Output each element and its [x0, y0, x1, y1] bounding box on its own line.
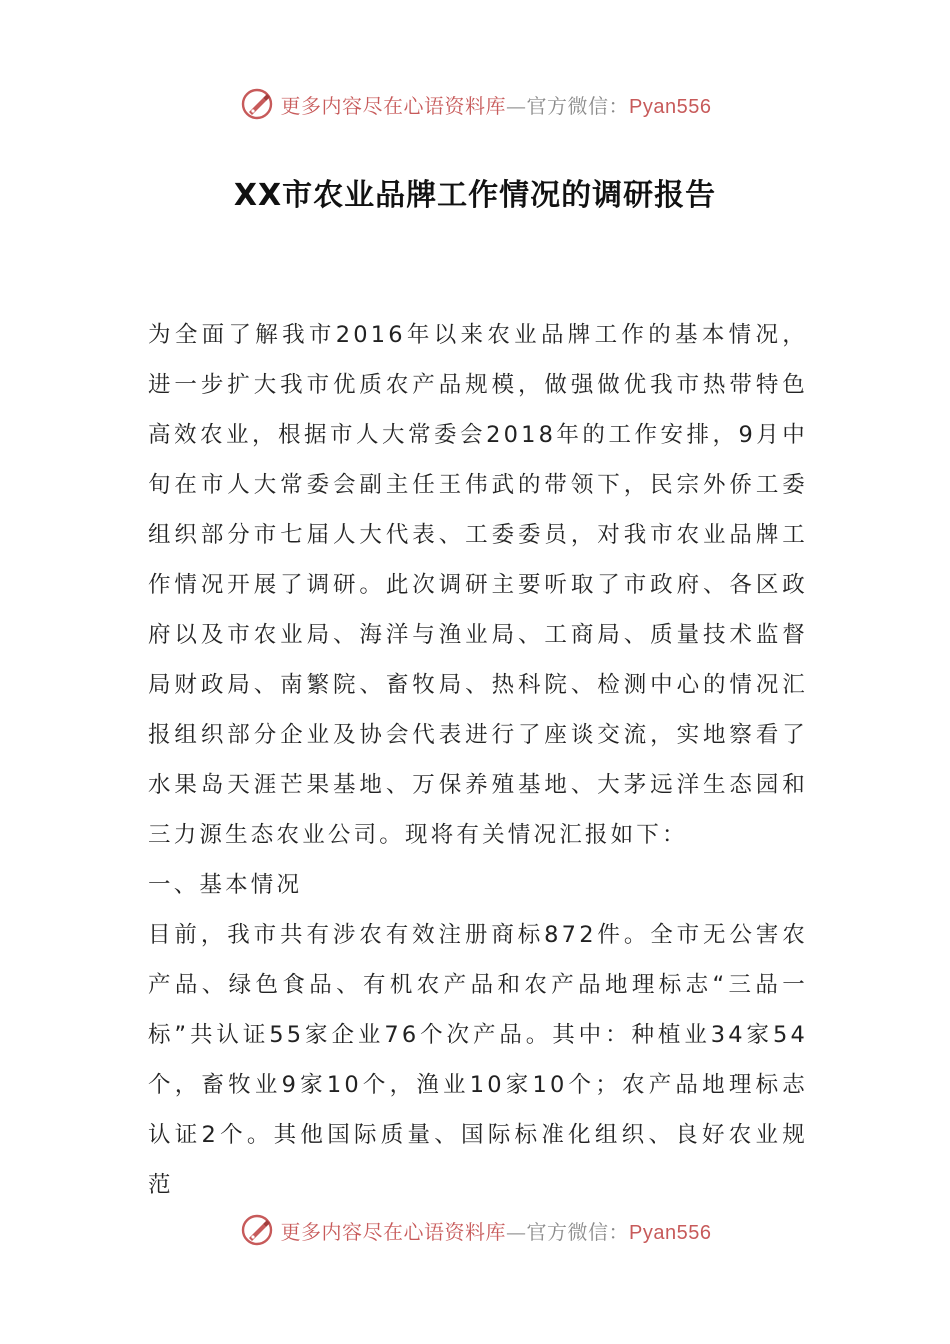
- watermark-site-text: 更多内容尽在心语资料库: [280, 93, 507, 118]
- watermark-label: 官方微信：: [526, 1219, 630, 1244]
- document-body: [148, 310, 808, 1210]
- paragraph-basic-situation: 目前，我市共有涉农有效注册商标872件。全市无公害农产品、绿色食品、有机农产品和农产品地理标志“三品一标”共认证55家企业76个次产品。其中：种植业34家54个，畜牧业9家10个，渔业10家10个；农产品地理标志认证2个。其他国际质量、国际标准化组织、良好农业规范: [148, 922, 808, 1198]
- paragraph-intro: 为全面了解我市2016年以来农业品牌工作的基本情况，进一步扩大我市优质农产品规模，做强做优我市热带特色高效农业，根据市人大常委会2018年的工作安排，9月中旬在市人大常委会副主任王伟武的带领下，民宗外侨工委组织部分市七届人大代表、工委委员，对我市农业品牌工作情况开展了调研。此次调研主要听取了市政府、各区政府以及市农业局、海洋与渔业局、工商局、质量技术监督局财政局、南繁院、畜牧局、热科院、检测中心的情况汇报组织部分企业及协会代表进行了座谈交流，实地察看了水果岛天涯芒果基地、万保养殖基地、大茅远洋生态园和三力源生态农业公司。现将有关情况汇报如下：: [148, 322, 808, 848]
- watermark-label: 官方微信：: [526, 93, 630, 118]
- header-watermark: [0, 84, 950, 124]
- watermark-separator: —: [506, 1219, 527, 1244]
- watermark-wechat-id: Pyan556: [629, 1221, 712, 1244]
- watermark-separator: —: [506, 93, 527, 118]
- watermark-site-text: 更多内容尽在心语资料库: [280, 1219, 507, 1244]
- watermark-text: [281, 90, 712, 119]
- watermark-wechat-id: Pyan556: [629, 95, 712, 118]
- document-title: XX市农业品牌工作情况的调研报告: [233, 178, 717, 213]
- watermark-text: [281, 1216, 712, 1245]
- footer-watermark: [0, 1210, 950, 1250]
- pen-nib-logo-icon: [239, 1212, 275, 1248]
- pen-nib-logo-icon: [239, 86, 275, 122]
- section-heading-basic-situation: 一、基本情况: [148, 872, 303, 898]
